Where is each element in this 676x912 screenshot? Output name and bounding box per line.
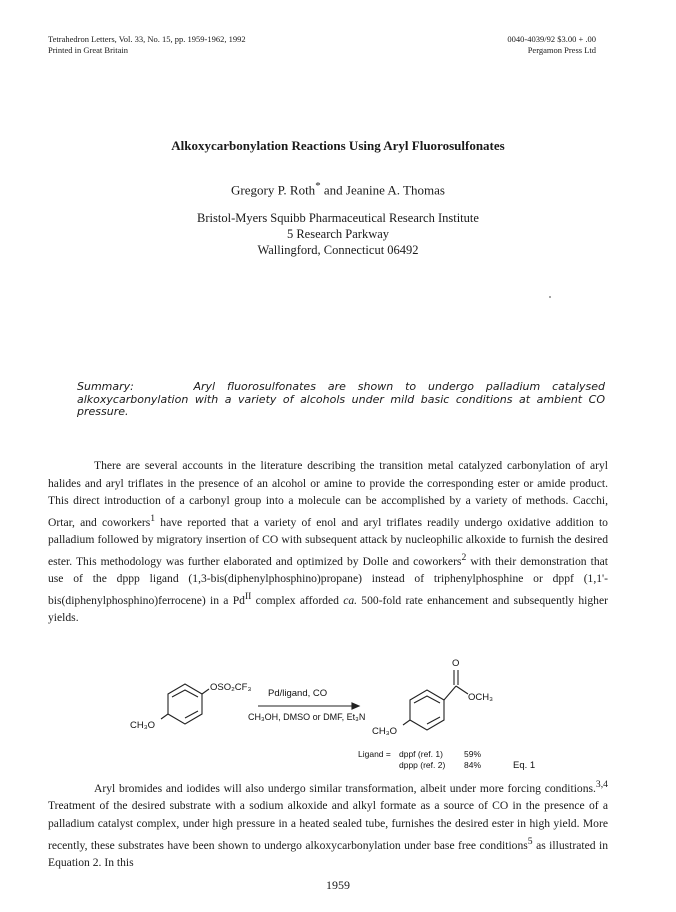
affiliation-line: Wallingford, Connecticut 06492 [257, 243, 419, 257]
ligand-label: Ligand = [358, 749, 391, 759]
publisher-name: Pergamon Press Ltd [527, 45, 596, 55]
journal-header [48, 34, 246, 56]
reference-mark: 2 [461, 551, 467, 563]
speck [549, 296, 551, 298]
yield-dppf: 59% [464, 749, 482, 759]
oxidation-state: II [244, 590, 252, 602]
carbonyl-oxygen-label: O [452, 658, 460, 669]
paragraph-text: as illustrated in Equation 2. In this [48, 838, 608, 870]
summary-text: Aryl fluorosulfonates are shown to undergo palladium catalysed alkoxycarbonylation with a variety of alcohols under mild basic conditions at ambient CO pressure. [77, 380, 605, 418]
reference-mark: 3,4 [595, 779, 608, 790]
summary-label: Summary: [77, 380, 134, 393]
summary [77, 381, 605, 419]
equation-number: Eq. 1 [513, 760, 536, 771]
paragraph-text: 500-fold rate enhancement and subsequently higher yields. [48, 593, 608, 625]
paragraph-text: have reported that a variety of enol and aryl triflates readily undergo oxidative addition to palladium followed by migratory insertion of CO with subsequent attack by nucleophilic alkoxide to furnish the desired ester. This methodology was further elaborated and optimized by Dolle and coworkers [48, 515, 608, 568]
ligand-dppp: dppp (ref. 2) [399, 760, 446, 770]
reactant-methoxy-label: CH₃O [130, 720, 155, 731]
author-name: Jeanine A. Thomas [345, 182, 445, 198]
body-paragraph [48, 457, 608, 627]
affiliation [0, 210, 676, 258]
equation-1-scheme [110, 648, 560, 773]
paragraph-text: There are several accounts in the literature describing the transition metal catalyzed carbonylation of aryl halides and aryl triflates in the presence of an alcohol or amine to provide the corresponding ester or amide product. This direct introduction of a carbonyl group into a molecule can be accomplished by a variety of methods. Cacchi, Ortar, and coworkers [48, 459, 608, 529]
issn-price: 0040-4039/92 $3.00 + .00 [507, 34, 596, 44]
paragraph-text: Treatment of the desired substrate with a sodium alkoxide and alkyl formate as a source of CO in the presence of a palladium catalyst complex, under high pressure in a heated sealed tube, furnishes the desired ester in high yield. More recently, these substrates have been shown to undergo alkoxycarbonylation under base free conditions [48, 799, 608, 852]
product-methoxy-label: CH₃O [372, 726, 397, 737]
author-name: Gregory P. Roth [231, 182, 316, 198]
publisher-header [507, 34, 596, 56]
reference-mark: 1 [150, 512, 156, 524]
ligand-dppf: dppf (ref. 1) [399, 749, 443, 759]
paper-title: Alkoxycarbonylation Reactions Using Aryl Fluorosulfonates [171, 138, 505, 153]
reactant-bond-osf [202, 689, 209, 694]
paragraph-text: Aryl bromides and iodides will also undergo similar transformation, albeit under more forcing conditions. [94, 781, 596, 795]
reactant-fluorosulfonate-label: OSO₂CF₃ [210, 682, 252, 693]
author-connector: and [320, 182, 346, 198]
page-number: 1959 [326, 878, 350, 892]
reactant-bond-ome [161, 714, 168, 719]
reagent-solvent-label: CH₃OH, DMSO or DMF, Et₃N [248, 712, 366, 722]
paragraph-text-italic: ca. [343, 593, 358, 607]
yield-dppp: 84% [464, 760, 482, 770]
reactant-inner-bond [172, 690, 198, 697]
product-bond-carbonyl [444, 686, 456, 700]
journal-citation: Tetrahedron Letters, Vol. 33, No. 15, pp. 1959-1962, 1992 [48, 34, 246, 44]
affiliation-line: Bristol-Myers Squibb Pharmaceutical Research Institute [197, 211, 479, 225]
corresponding-mark: * [315, 180, 321, 192]
reference-mark: 5 [527, 835, 533, 847]
body-paragraph [48, 776, 608, 872]
paragraph-text: complex afforded [251, 593, 344, 607]
affiliation-line: 5 Research Parkway [286, 227, 390, 241]
reagent-catalyst-label: Pd/ligand, CO [268, 688, 328, 699]
ester-label: OCH₃ [468, 692, 493, 703]
paragraph-text: with their demonstration that use of the dppp ligand (1,3-bis(diphenylphosphino)propane) instead of triphenylphosphine or dppf (1,1'-bis(diphenylphosphino)ferrocene) in a Pd [48, 554, 608, 607]
printed-in: Printed in Great Britain [48, 45, 129, 55]
author-line [0, 180, 676, 198]
